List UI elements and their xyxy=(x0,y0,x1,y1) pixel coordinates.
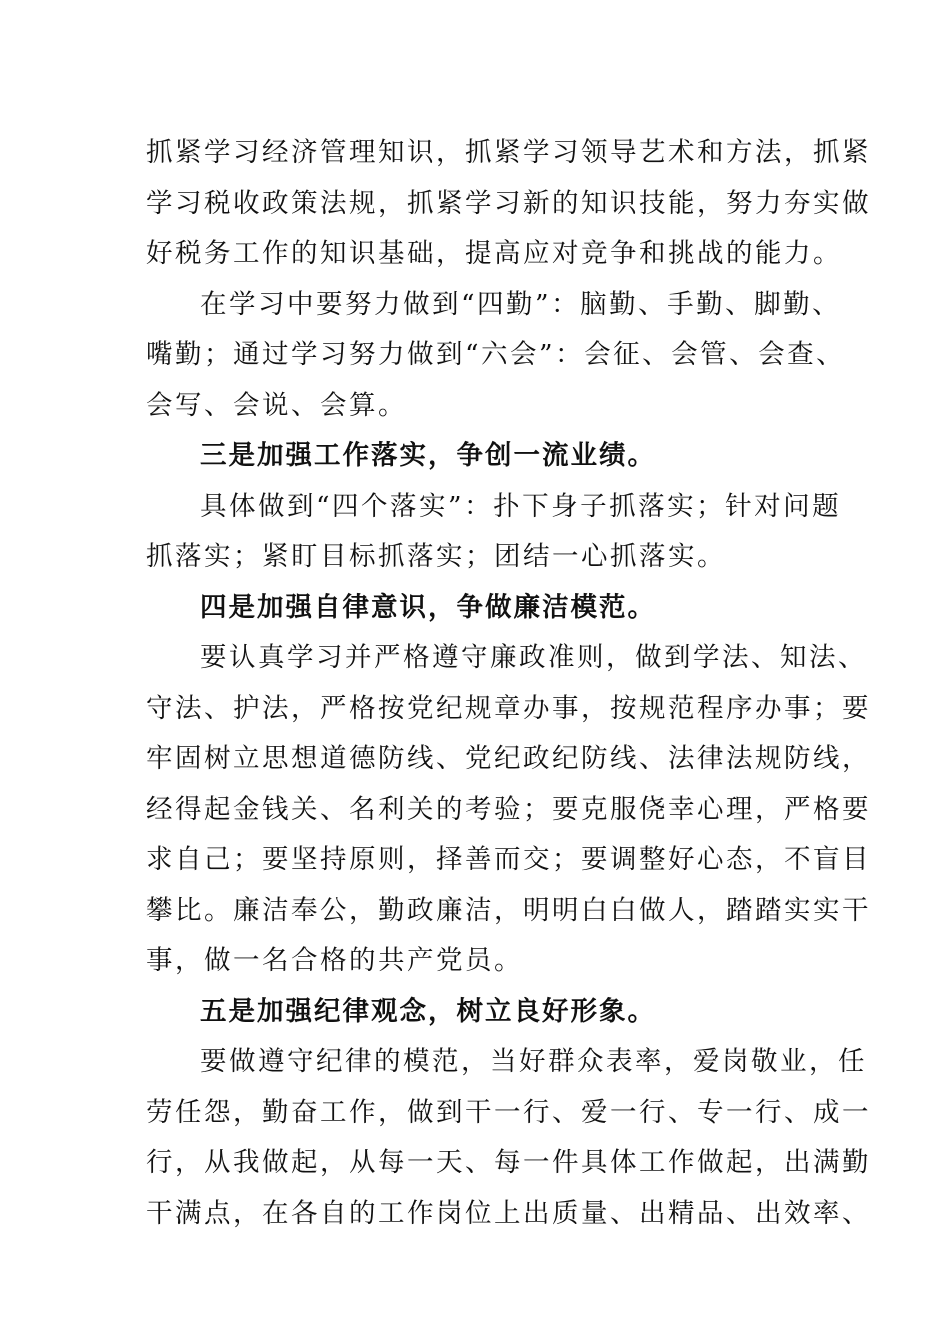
text-line: 要认真学习并严格遵守廉政准则，做到学法、知法、 xyxy=(200,642,867,673)
section-heading: 五是加强纪律观念，树立良好形象。 xyxy=(200,995,656,1027)
text-line: 要做遵守纪律的模范，当好群众表率，爱岗敬业，任 xyxy=(200,1046,867,1077)
text-line: 守法、护法，严格按党纪规章办事，按规范程序办事；要 xyxy=(146,692,871,724)
section-heading: 三是加强工作落实，争创一流业绩。 xyxy=(200,440,656,471)
text-line: 事，做一名合格的共产党员。 xyxy=(146,945,523,976)
text-line: 经得起金钱关、名利关的考验；要克服侥幸心理，严格要 xyxy=(146,793,871,825)
text-line: 具体做到“四个落实”：扑下身子抓落实；针对问题 xyxy=(200,490,842,522)
text-line: 好税务工作的知识基础，提高应对竞争和挑战的能力。 xyxy=(146,238,842,269)
text-line: 学习税收政策法规，抓紧学习新的知识技能，努力夯实做 xyxy=(146,187,871,219)
text-line: 牢固树立思想道德防线、党纪政纪防线、法律法规防线， xyxy=(146,743,871,774)
document-body xyxy=(146,128,871,1239)
text-line: 攀比。廉洁奉公，勤政廉洁，明明白白做人，踏踏实实干 xyxy=(146,894,871,926)
text-line: 抓落实；紧盯目标抓落实；团结一心抓落实。 xyxy=(146,541,726,572)
text-line: 劳任怨，勤奋工作，做到干一行、爱一行、专一行、成一 xyxy=(146,1096,871,1128)
section-heading: 四是加强自律意识，争做廉洁模范。 xyxy=(200,591,656,623)
text-line: 求自己；要坚持原则，择善而交；要调整好心态，不盲目 xyxy=(146,844,871,875)
text-line: 在学习中要努力做到“四勤”：脑勤、手勤、脚勤、 xyxy=(200,288,842,320)
text-line: 抓紧学习经济管理知识，抓紧学习领导艺术和方法，抓紧 xyxy=(146,137,871,168)
text-line: 会写、会说、会算。 xyxy=(146,389,407,421)
text-line: 干满点，在各自的工作岗位上出质量、出精品、出效率、 xyxy=(146,1197,871,1229)
text-line: 嘴勤；通过学习努力做到“六会”：会征、会管、会查、 xyxy=(146,339,846,370)
text-line: 行，从我做起，从每一天、每一件具体工作做起，出满勤 xyxy=(146,1147,871,1178)
